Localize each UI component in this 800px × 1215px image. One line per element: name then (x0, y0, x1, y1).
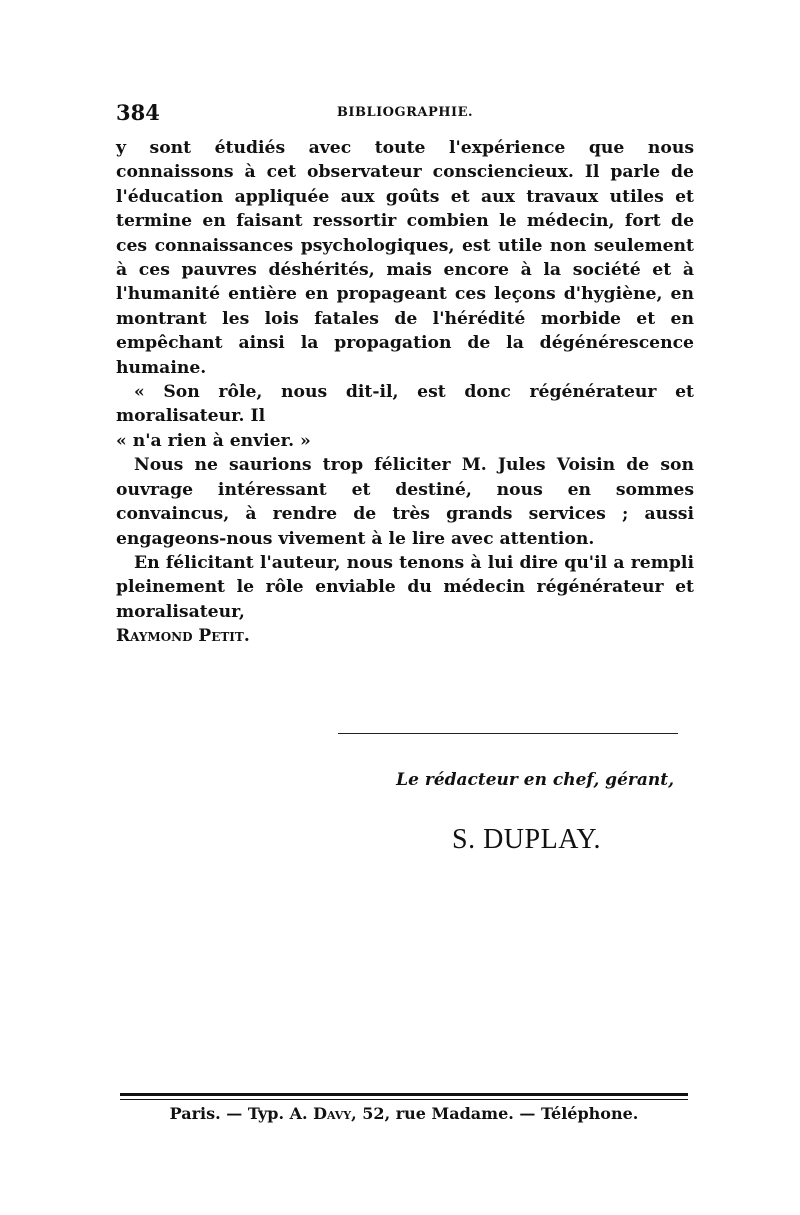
quote-line: « Son rôle, nous dit-il, est donc régénérateur et moralisateur. Il (116, 382, 694, 427)
paragraph: Nous ne saurions trop féliciter M. Jules Voisin de son ouvrage intéressant et destiné, nous en sommes convaincus, à rendre de très grands services ; aussi engageons-nous vivement à le lire avec attention. (116, 455, 694, 549)
editor-title: Le rédacteur en chef, gérant, (396, 770, 674, 790)
section-divider (338, 733, 678, 734)
imprint-city: Paris. (169, 1104, 221, 1123)
footer-rule-thick (120, 1093, 688, 1096)
author-signature: Raymond Petit. (116, 626, 250, 647)
paragraph: En félicitant l'auteur, nous tenons à lui dire qu'il a rempli pleinement le rôle enviable du médecin régénérateur et moralisateur, (116, 552, 694, 622)
running-head: BIBLIOGRAPHIE. (336, 105, 474, 120)
article-body (116, 136, 694, 649)
editor-name: S. DUPLAY. (452, 824, 601, 855)
imprint-typ: — Typ. A. (220, 1104, 314, 1123)
page-number: 384 (116, 100, 160, 125)
footer-rule-thin (120, 1099, 688, 1100)
paragraph: y sont étudiés avec toute l'expérience que nous connaissons à cet observateur consciencieux. Il parle de l'éducation appliquée aux goûts et aux travaux utiles et termine en faisant ressortir combien le médecin, fort de ces connaissances psychologiques, est utile non seulement à ces pauvres déshérités, mais encore à la société et à l'humanité entière en propageant ces leçons d'hygiène, en montrant les lois fatales de l'hérédité morbide et en empêchant ainsi la propagation de la dégénérescence humaine. (116, 138, 694, 378)
printer-imprint (120, 1104, 688, 1123)
imprint-address: , 52, rue Madame. — Téléphone. (351, 1104, 639, 1123)
imprint-printer: Davy (313, 1104, 352, 1123)
quote-line: « n'a rien à envier. » (116, 430, 311, 451)
page-header (116, 100, 694, 128)
